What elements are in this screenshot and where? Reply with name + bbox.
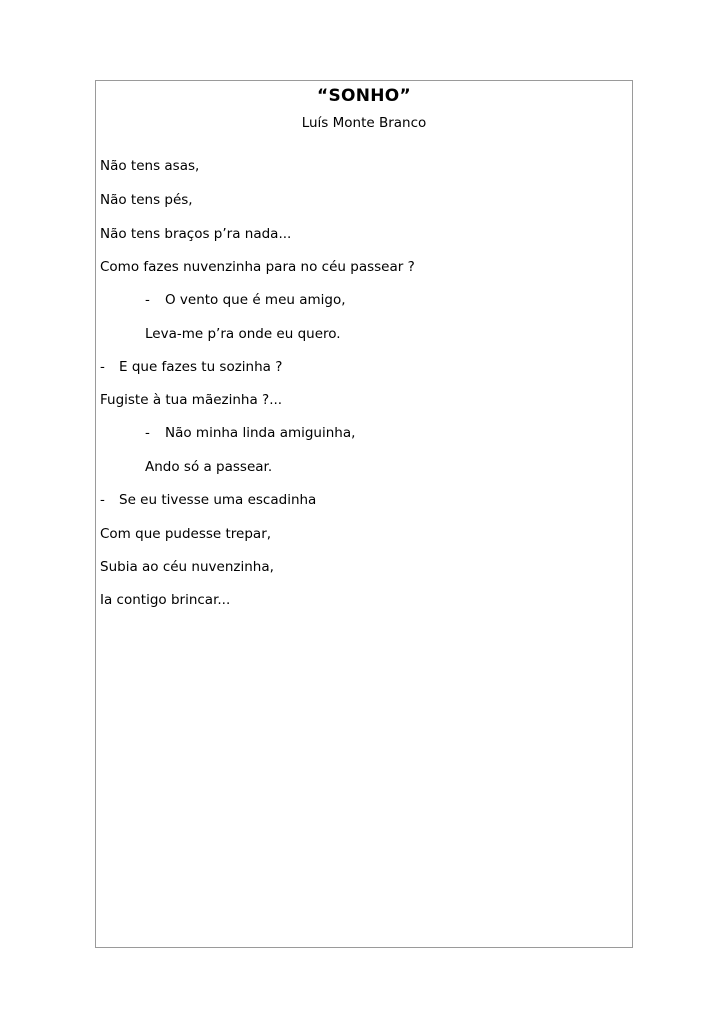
line-text: Ia contigo brincar... xyxy=(100,592,231,608)
poem-line xyxy=(145,425,355,441)
line-text: O vento que é meu amigo, xyxy=(165,292,346,308)
poem-line xyxy=(100,359,282,375)
poem-line xyxy=(100,492,316,508)
poem-line xyxy=(145,326,341,342)
poem-line xyxy=(145,459,272,475)
line-dash: - xyxy=(145,292,150,308)
poem-line xyxy=(100,158,199,174)
poem-line xyxy=(100,259,415,275)
page-frame xyxy=(95,80,633,948)
poem-line xyxy=(100,192,193,208)
line-text: Não tens pés, xyxy=(100,192,193,208)
line-text: Não tens braços p’ra nada... xyxy=(100,226,292,242)
line-dash: - xyxy=(100,359,105,375)
line-text: Com que pudesse trepar, xyxy=(100,526,272,542)
poem-line xyxy=(100,559,274,575)
line-dash: - xyxy=(100,492,105,508)
line-text: Fugiste à tua mãezinha ?... xyxy=(100,392,283,408)
poem-line xyxy=(100,592,230,608)
poem-title: “SONHO” xyxy=(316,86,412,106)
line-text: Não tens asas, xyxy=(100,158,200,174)
poem-line xyxy=(145,292,346,308)
line-text: Leva-me p’ra onde eu quero. xyxy=(145,326,341,342)
line-text: Não minha linda amiguinha, xyxy=(165,425,356,441)
line-text: Como fazes nuvenzinha para no céu passear ? xyxy=(100,259,415,275)
line-text: Ando só a passear. xyxy=(145,459,273,475)
poem-line xyxy=(100,226,291,242)
line-text: Se eu tivesse uma escadinha xyxy=(119,492,317,508)
line-text: E que fazes tu sozinha ? xyxy=(119,359,283,375)
poem-line xyxy=(100,392,282,408)
line-dash: - xyxy=(145,425,150,441)
poem-line xyxy=(100,526,271,542)
poem-author: Luís Monte Branco xyxy=(301,115,427,131)
line-text: Subia ao céu nuvenzinha, xyxy=(100,559,274,575)
